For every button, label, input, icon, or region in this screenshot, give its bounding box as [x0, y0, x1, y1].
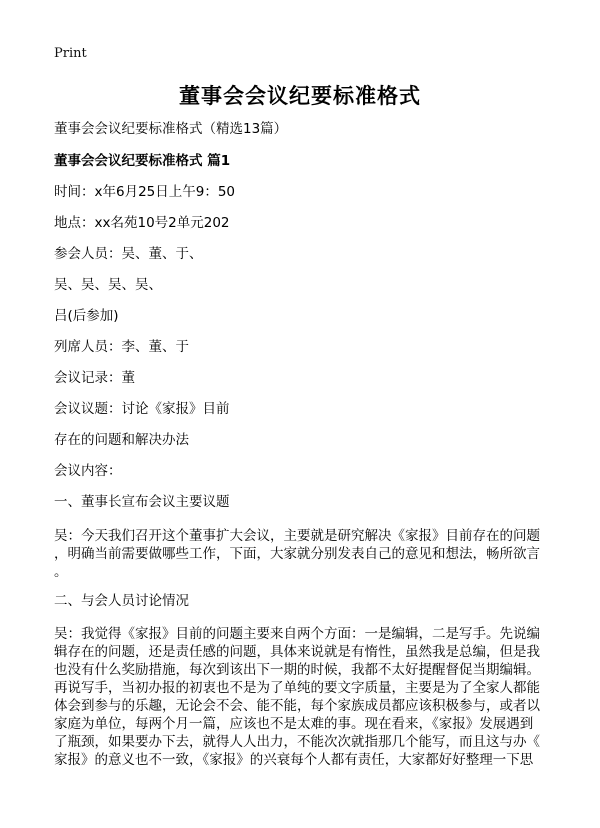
- paragraph-line: 家庭为单位，每两个月一篇，应该也不是太难的事。现在看来，《家报》发展遇到: [54, 716, 534, 732]
- agenda-heading-1: 一、董事长宣布会议主要议题: [54, 494, 230, 510]
- paragraph-line: 了瓶颈，如果要办下去，就得人人出力，不能次次就指那几个能写，而且这与办《: [54, 734, 540, 750]
- paragraph-line: 辑存在的问题，还是责任感的问题，具体来说就是有惰性，虽然我是总编，但是我: [54, 644, 540, 660]
- document-title: 董事会会议纪要标准格式: [179, 84, 421, 108]
- attendees-line-3: 吕(后参加): [54, 308, 119, 324]
- section-heading: 董事会会议纪要标准格式 篇1: [54, 153, 231, 169]
- paragraph-chairman: [54, 527, 550, 581]
- paragraph-line: 体会到参与的乐趣，无论会不会、能不能，每个家族成员都应该积极参与，或者以: [54, 698, 540, 714]
- attendees-line-1: 参会人员：吴、董、于、: [54, 246, 203, 262]
- meeting-location: 地点：xx名苑10号2单元202: [54, 215, 230, 231]
- paragraph-discussion: [54, 625, 550, 769]
- attendees-line-2: 吴、吴、吴、吴、: [54, 277, 162, 293]
- paragraph-line: 家报》的意义也不一致，《家报》的兴衰每个人都有责任，大家都好好整理一下思: [54, 752, 534, 768]
- document-subtitle: 董事会会议纪要标准格式（精选13篇）: [54, 121, 288, 137]
- paragraph-line: ，明确当前需要做哪些工作，下面，大家就分别发表自己的意见和想法，畅所欲言: [54, 546, 540, 562]
- discussion-heading: 二、与会人员讨论情况: [54, 593, 189, 609]
- paragraph-line: 。: [54, 564, 68, 580]
- paragraph-line: 吴：我觉得《家报》目前的问题主要来自两个方面：一是编辑，二是写手。先说编: [54, 626, 540, 642]
- print-label: Print: [54, 46, 87, 61]
- content-label: 会议内容：: [54, 463, 122, 479]
- paragraph-line: 吴：今天我们召开这个董事扩大会议，主要就是研究解决《家报》目前存在的问题: [54, 528, 540, 544]
- agenda-line-2: 存在的问题和解决办法: [54, 432, 189, 448]
- meeting-time: 时间：x年6月25日上午9：50: [54, 184, 236, 200]
- observers-line: 列席人员：李、董、于: [54, 339, 189, 355]
- paragraph-line: 再说写手，当初办报的初衷也不是为了单纯的要文字质量，主要是为了全家人都能: [54, 680, 540, 696]
- recorder-line: 会议记录：董: [54, 370, 135, 386]
- paragraph-line: 也没有什么奖励措施，每次到该出下一期的时候，我都不太好提醒督促当期编辑。: [54, 662, 540, 678]
- agenda-line-1: 会议议题：讨论《家报》目前: [54, 401, 230, 417]
